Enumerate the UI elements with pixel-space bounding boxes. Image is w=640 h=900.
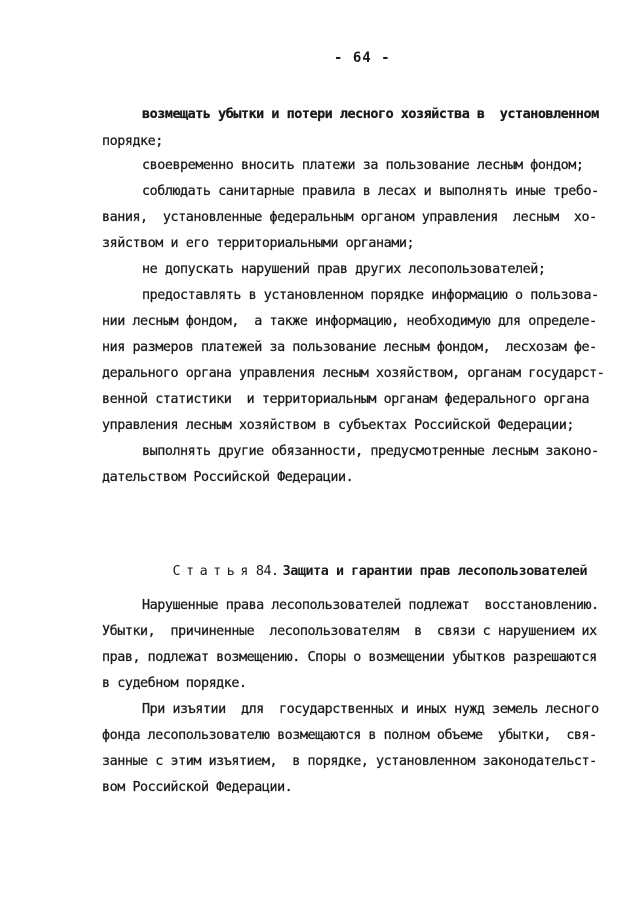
article-heading <box>142 548 587 596</box>
text-line: дательством Российской Федерации. <box>102 470 354 485</box>
page-number: - 64 - <box>334 50 391 66</box>
article-word: Статья <box>172 564 254 579</box>
text-line: возмещать убытки и потери лесного хозяйства в установленном <box>142 107 599 122</box>
text-line: вом Российской Федерации. <box>102 780 293 795</box>
text-line: Нарушенные права лесопользователей подлежат восстановлению. <box>142 598 599 613</box>
text-line: прав, подлежат возмещению. Споры о возмещении убытков разрешаются <box>102 650 597 665</box>
article-title: Защита и гарантии прав лесопользователей <box>282 564 588 579</box>
text-line: в судебном порядке. <box>102 676 247 691</box>
text-line: выполнять другие обязанности, предусмотренные лесным законо- <box>142 444 599 459</box>
text-line: Убытки, причиненные лесопользователям в связи с нарушением их <box>102 624 597 639</box>
text-line: зяйством и его территориальными органами; <box>102 236 415 251</box>
text-line: нии лесным фондом, а также информацию, необходимую для определе- <box>102 314 597 329</box>
text-line: управления лесным хозяйством в субъектах Российской Федерации; <box>102 418 574 433</box>
text-line: не допускать нарушений прав других лесопользователей; <box>142 262 546 277</box>
text-line: дерального органа управления лесным хозяйством, органам государст- <box>102 366 605 381</box>
text-line: фонда лесопользователю возмещаются в полном объеме убытки, свя- <box>102 728 597 743</box>
text-line: соблюдать санитарные правила в лесах и выполнять иные требо- <box>142 184 599 199</box>
text-line: ния размеров платежей за пользование лесным фондом, лесхозам фе- <box>102 340 597 355</box>
article-number: 84. <box>255 564 279 579</box>
text-line: вания, установленные федеральным органом управления лесным хо- <box>102 210 597 225</box>
text-line: занные с этим изъятием, в порядке, установленном законодательст- <box>102 754 597 769</box>
text-line: предоставлять в установленном порядке информацию о пользова- <box>142 288 599 303</box>
text-line: венной статистики и территориальным органам федерального органа <box>102 392 590 407</box>
text-line: своевременно вносить платежи за пользование лесным фондом; <box>142 158 584 173</box>
text-line: порядке; <box>102 134 163 149</box>
text-line: При изъятии для государственных и иных нужд земель лесного <box>142 702 599 717</box>
